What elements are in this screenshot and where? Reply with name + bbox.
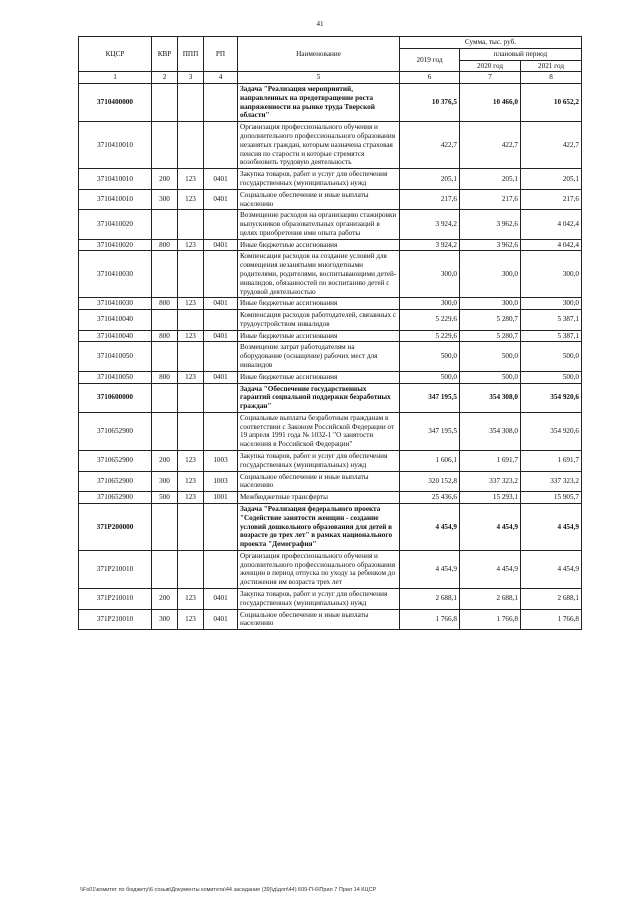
value-2021-cell: 10 652,2 [521, 84, 582, 122]
kvr-cell [152, 210, 178, 239]
ppp-cell [178, 342, 204, 371]
value-2019-cell: 1 606,1 [400, 451, 460, 472]
header-kcsr: КЦСР [79, 37, 152, 72]
value-2020-cell: 1 766,8 [460, 609, 521, 630]
kcsr-cell: 371P210010 [79, 609, 152, 630]
ppp-cell: 123 [178, 330, 204, 342]
ppp-cell [178, 251, 204, 298]
value-2020-cell: 422,7 [460, 122, 521, 169]
column-number: 3 [178, 72, 204, 84]
value-2021-cell: 217,6 [521, 189, 582, 210]
task-row [79, 84, 582, 122]
ppp-cell: 123 [178, 371, 204, 383]
value-2019-cell: 3 924,2 [400, 239, 460, 251]
kvr-cell: 200 [152, 588, 178, 609]
value-2020-cell: 354 308,0 [460, 412, 521, 450]
kcsr-cell: 3710400000 [79, 84, 152, 122]
value-2020-cell: 5 280,7 [460, 330, 521, 342]
kvr-cell [152, 342, 178, 371]
rp-cell [204, 383, 238, 412]
name-cell: Компенсация расходов на создание условий для совмещения незанятыми многодетными родителями, родителями, воспитывающими детей-инвалидов, обязанностей по воспитанию детей с трудовой деятельностью [238, 251, 400, 298]
kcsr-cell: 3710652900 [79, 471, 152, 492]
kcsr-cell: 3710652900 [79, 492, 152, 504]
kcsr-cell: 3710410050 [79, 371, 152, 383]
kcsr-cell: 371P210010 [79, 588, 152, 609]
name-cell: Социальное обеспечение и иные выплаты населению [238, 189, 400, 210]
kvr-cell: 300 [152, 609, 178, 630]
rp-cell [204, 310, 238, 331]
value-2020-cell: 354 308,0 [460, 383, 521, 412]
name-cell: Социальное обеспечение и иные выплаты населению [238, 471, 400, 492]
ppp-cell: 123 [178, 298, 204, 310]
name-cell: Иные бюджетные ассигнования [238, 330, 400, 342]
rp-cell: 0401 [204, 371, 238, 383]
kvr-cell: 800 [152, 239, 178, 251]
value-2021-cell: 1 766,8 [521, 609, 582, 630]
ppp-cell [178, 503, 204, 550]
table-row [79, 588, 582, 609]
kvr-cell: 200 [152, 169, 178, 190]
column-number: 2 [152, 72, 178, 84]
name-cell: Межбюджетные трансферты [238, 492, 400, 504]
value-2020-cell: 10 466,0 [460, 84, 521, 122]
value-2019-cell: 5 229,6 [400, 310, 460, 331]
value-2021-cell: 2 688,1 [521, 588, 582, 609]
name-cell: Организация профессионального обучения и дополнительного профессионального образования незанятых граждан, которым назначена страховая пенсия по старости и которые стремятся возобновить трудовую деятельность [238, 122, 400, 169]
value-2019-cell: 500,0 [400, 371, 460, 383]
value-2019-cell: 1 766,8 [400, 609, 460, 630]
value-2019-cell: 3 924,2 [400, 210, 460, 239]
kcsr-cell: 3710652900 [79, 412, 152, 450]
header-2020: 2020 год [460, 60, 521, 72]
column-number: 8 [521, 72, 582, 84]
header-2021: 2021 год [521, 60, 582, 72]
kcsr-cell: 3710410050 [79, 342, 152, 371]
value-2019-cell: 217,6 [400, 189, 460, 210]
name-cell: Организация профессионального обучения и дополнительного профессионального образования женщин в период отпуска по уходу за ребенком до достижения им возраста трех лет [238, 550, 400, 588]
name-cell: Задача "Реализация мероприятий, направленных на предотвращение роста напряженности на рынке труда Тверской области" [238, 84, 400, 122]
kcsr-cell: 3710410020 [79, 210, 152, 239]
ppp-cell: 123 [178, 588, 204, 609]
kcsr-cell: 3710410010 [79, 169, 152, 190]
column-number-row [79, 72, 582, 84]
header-ppp: ППП [178, 37, 204, 72]
table-row [79, 550, 582, 588]
value-2021-cell: 1 691,7 [521, 451, 582, 472]
value-2020-cell: 5 280,7 [460, 310, 521, 331]
value-2021-cell: 4 454,9 [521, 550, 582, 588]
ppp-cell [178, 210, 204, 239]
table-row [79, 371, 582, 383]
value-2021-cell: 4 042,4 [521, 239, 582, 251]
kcsr-cell: 3710410030 [79, 251, 152, 298]
name-cell: Возмещение затрат работодателям на оборудование (оснащение) рабочих мест для инвалидов [238, 342, 400, 371]
name-cell: Компенсация расходов работодателей, связанных с трудоустройством инвалидов [238, 310, 400, 331]
rp-cell [204, 210, 238, 239]
value-2019-cell: 347 195,5 [400, 383, 460, 412]
ppp-cell [178, 383, 204, 412]
value-2020-cell: 1 691,7 [460, 451, 521, 472]
ppp-cell [178, 412, 204, 450]
column-number: 4 [204, 72, 238, 84]
value-2021-cell: 5 387,1 [521, 310, 582, 331]
value-2020-cell: 500,0 [460, 342, 521, 371]
kvr-cell: 500 [152, 492, 178, 504]
kvr-cell [152, 310, 178, 331]
name-cell: Иные бюджетные ассигнования [238, 371, 400, 383]
kcsr-cell: 3710410030 [79, 298, 152, 310]
name-cell: Социальные выплаты безработным гражданам в соответствии с Законом Российской Федерации от 19 апреля 1991 года № 1032-1 "О занятости населения в Российской Федерации" [238, 412, 400, 450]
value-2020-cell: 217,6 [460, 189, 521, 210]
table-row [79, 298, 582, 310]
task-row [79, 503, 582, 550]
value-2020-cell: 4 454,9 [460, 503, 521, 550]
kcsr-cell: 3710410040 [79, 330, 152, 342]
value-2021-cell: 500,0 [521, 342, 582, 371]
table-row [79, 122, 582, 169]
value-2021-cell: 422,7 [521, 122, 582, 169]
kcsr-cell: 3710652900 [79, 451, 152, 472]
kvr-cell: 300 [152, 471, 178, 492]
table-row [79, 342, 582, 371]
value-2021-cell: 354 920,6 [521, 383, 582, 412]
name-cell: Задача "Обеспечение государственных гарантий социальной поддержки безработных граждан" [238, 383, 400, 412]
column-number: 6 [400, 72, 460, 84]
rp-cell: 0401 [204, 169, 238, 190]
header-name: Наименование [238, 37, 400, 72]
table-row [79, 210, 582, 239]
value-2019-cell: 347 195,5 [400, 412, 460, 450]
value-2020-cell: 337 323,2 [460, 471, 521, 492]
value-2019-cell: 25 436,6 [400, 492, 460, 504]
value-2021-cell: 5 387,1 [521, 330, 582, 342]
kvr-cell: 300 [152, 189, 178, 210]
kvr-cell: 800 [152, 371, 178, 383]
rp-cell [204, 503, 238, 550]
kcsr-cell: 371P200000 [79, 503, 152, 550]
rp-cell [204, 342, 238, 371]
name-cell: Иные бюджетные ассигнования [238, 239, 400, 251]
value-2020-cell: 500,0 [460, 371, 521, 383]
header-sum: Сумма, тыс. руб. [400, 37, 582, 49]
rp-cell: 0401 [204, 298, 238, 310]
value-2021-cell: 205,1 [521, 169, 582, 190]
value-2021-cell: 300,0 [521, 251, 582, 298]
value-2019-cell: 10 376,5 [400, 84, 460, 122]
value-2021-cell: 300,0 [521, 298, 582, 310]
rp-cell: 1003 [204, 451, 238, 472]
kcsr-cell: 3710410040 [79, 310, 152, 331]
kcsr-cell: 3710600000 [79, 383, 152, 412]
column-number: 5 [238, 72, 400, 84]
table-row [79, 330, 582, 342]
rp-cell: 0401 [204, 609, 238, 630]
header-kvr: КВР [152, 37, 178, 72]
value-2019-cell: 5 229,6 [400, 330, 460, 342]
value-2021-cell: 337 323,2 [521, 471, 582, 492]
table-row [79, 471, 582, 492]
rp-cell: 0401 [204, 330, 238, 342]
table-row [79, 412, 582, 450]
value-2020-cell: 3 962,6 [460, 239, 521, 251]
value-2021-cell: 4 042,4 [521, 210, 582, 239]
rp-cell [204, 412, 238, 450]
header-plan: плановый период [460, 48, 582, 60]
ppp-cell [178, 310, 204, 331]
name-cell: Иные бюджетные ассигнования [238, 298, 400, 310]
rp-cell [204, 550, 238, 588]
value-2020-cell: 2 688,1 [460, 588, 521, 609]
ppp-cell: 123 [178, 169, 204, 190]
value-2020-cell: 4 454,9 [460, 550, 521, 588]
table-row [79, 251, 582, 298]
value-2021-cell: 500,0 [521, 371, 582, 383]
name-cell: Закупка товаров, работ и услуг для обеспечения государственных (муниципальных) нужд [238, 451, 400, 472]
kcsr-cell: 371P210010 [79, 550, 152, 588]
kvr-cell: 800 [152, 330, 178, 342]
value-2019-cell: 300,0 [400, 251, 460, 298]
table-row [79, 310, 582, 331]
value-2020-cell: 300,0 [460, 251, 521, 298]
name-cell: Закупка товаров, работ и услуг для обеспечения государственных (муниципальных) нужд [238, 169, 400, 190]
kvr-cell [152, 550, 178, 588]
kvr-cell [152, 122, 178, 169]
rp-cell: 1001 [204, 492, 238, 504]
ppp-cell [178, 122, 204, 169]
value-2020-cell: 300,0 [460, 298, 521, 310]
ppp-cell: 123 [178, 492, 204, 504]
rp-cell [204, 122, 238, 169]
value-2019-cell: 500,0 [400, 342, 460, 371]
kvr-cell [152, 84, 178, 122]
value-2019-cell: 2 688,1 [400, 588, 460, 609]
value-2020-cell: 205,1 [460, 169, 521, 190]
ppp-cell: 123 [178, 189, 204, 210]
ppp-cell [178, 550, 204, 588]
value-2021-cell: 4 454,9 [521, 503, 582, 550]
rp-cell [204, 84, 238, 122]
ppp-cell: 123 [178, 471, 204, 492]
table-row [79, 169, 582, 190]
value-2020-cell: 3 962,6 [460, 210, 521, 239]
rp-cell: 0401 [204, 239, 238, 251]
kvr-cell [152, 251, 178, 298]
value-2021-cell: 354 920,6 [521, 412, 582, 450]
kcsr-cell: 3710410010 [79, 189, 152, 210]
header-2019: 2019 год [400, 48, 460, 72]
table-row [79, 492, 582, 504]
name-cell: Социальное обеспечение и иные выплаты населению [238, 609, 400, 630]
value-2019-cell: 4 454,9 [400, 550, 460, 588]
header-row-1 [79, 37, 582, 49]
table-row [79, 451, 582, 472]
kcsr-cell: 3710410020 [79, 239, 152, 251]
kcsr-cell: 3710410010 [79, 122, 152, 169]
column-number: 7 [460, 72, 521, 84]
rp-cell: 0401 [204, 189, 238, 210]
name-cell: Закупка товаров, работ и услуг для обеспечения государственных (муниципальных) нужд [238, 588, 400, 609]
header-rp: РП [204, 37, 238, 72]
ppp-cell: 123 [178, 451, 204, 472]
value-2019-cell: 205,1 [400, 169, 460, 190]
rp-cell [204, 251, 238, 298]
table-row [79, 609, 582, 630]
kvr-cell [152, 412, 178, 450]
column-number: 1 [79, 72, 152, 84]
value-2019-cell: 300,0 [400, 298, 460, 310]
kvr-cell [152, 503, 178, 550]
name-cell: Задача "Реализация федерального проекта "Содействие занятости женщин - создание условий дошкольного образования для детей в возрасте до трех лет" в рамках национального проекта "Демография" [238, 503, 400, 550]
table-row [79, 239, 582, 251]
page-number: 41 [316, 20, 324, 28]
task-row [79, 383, 582, 412]
rp-cell: 1003 [204, 471, 238, 492]
kvr-cell: 800 [152, 298, 178, 310]
table-row [79, 189, 582, 210]
value-2019-cell: 422,7 [400, 122, 460, 169]
budget-table [78, 36, 582, 630]
value-2019-cell: 4 454,9 [400, 503, 460, 550]
file-path-footer: \\Fs01\комитет по бюджету\6 созыв\Документы комитета\44 заседание (39)\д\доп\44) 609-П-6\Прил 7 Прил 14 КЦСР [80, 887, 377, 893]
ppp-cell [178, 84, 204, 122]
rp-cell: 0401 [204, 588, 238, 609]
ppp-cell: 123 [178, 609, 204, 630]
value-2019-cell: 320 152,8 [400, 471, 460, 492]
kvr-cell [152, 383, 178, 412]
value-2020-cell: 15 293,1 [460, 492, 521, 504]
name-cell: Возмещение расходов на организацию стажировки выпускников образовательных организаций в целях приобретения ими опыта работы [238, 210, 400, 239]
value-2021-cell: 15 905,7 [521, 492, 582, 504]
ppp-cell: 123 [178, 239, 204, 251]
kvr-cell: 200 [152, 451, 178, 472]
